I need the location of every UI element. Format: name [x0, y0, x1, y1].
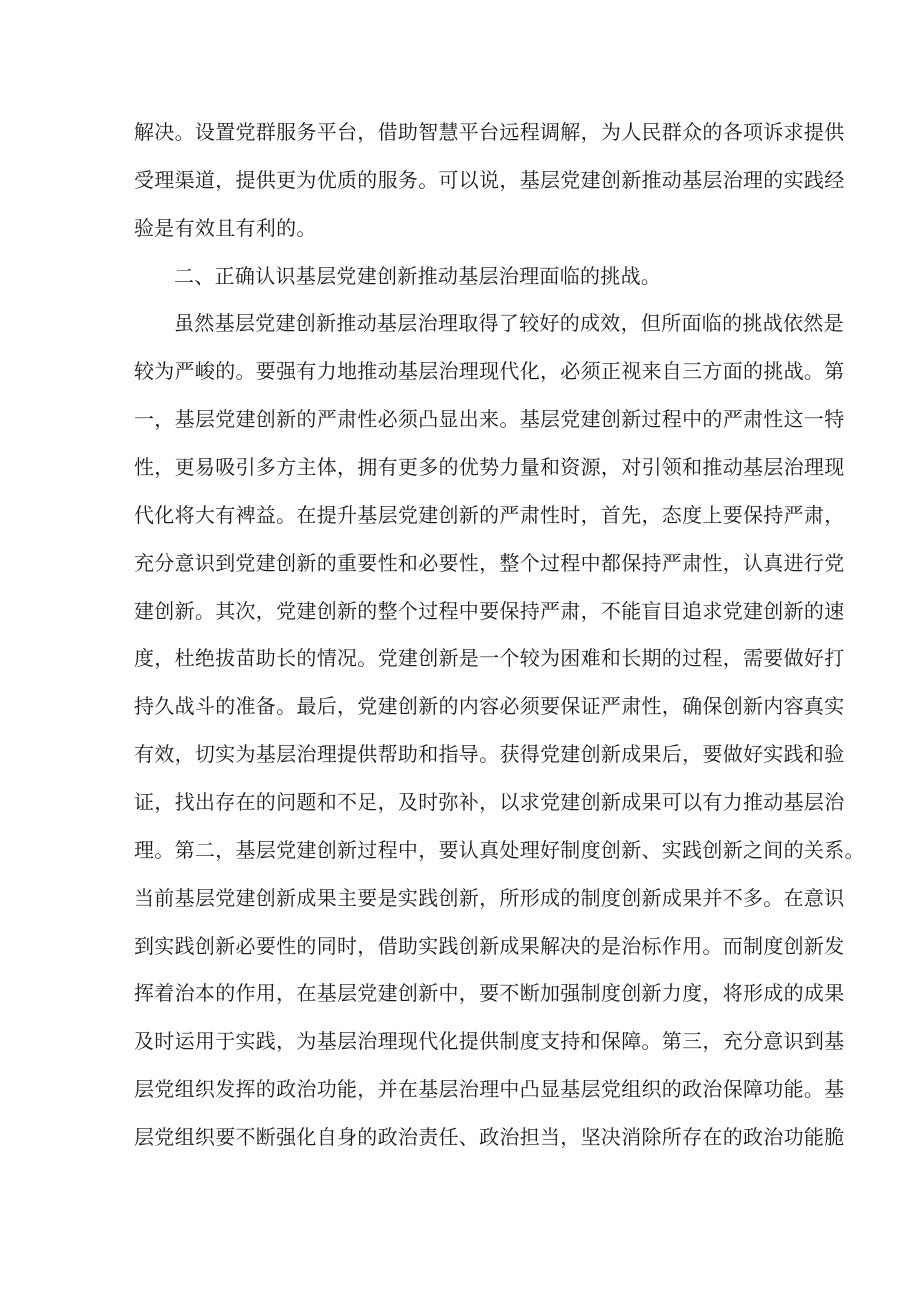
text-line: 受理渠道，提供更为优质的服务。可以说，基层党建创新推动基层治理的实践经: [134, 168, 845, 192]
text-line: 证，找出存在的问题和不足，及时弥补，以求党建创新成果可以有力推动基层治: [134, 790, 845, 814]
text-line: 挥着治本的作用，在基层党建创新中，要不断加强制度创新力度，将形成的成果: [134, 981, 845, 1005]
text-line: 层党组织发挥的政治功能，并在基层治理中凸显基层党组织的政治保障功能。基: [134, 1077, 845, 1101]
text-line: 层党组织要不断强化自身的政治责任、政治担当，坚决消除所存在的政治功能脆: [134, 1125, 845, 1149]
text-line: 性，更易吸引多方主体，拥有更多的优势力量和资源，对引领和推动基层治理现: [134, 455, 845, 479]
text-line: 虽然基层党建创新推动基层治理取得了较好的成效，但所面临的挑战依然是: [174, 311, 844, 335]
section-heading: 二、正确认识基层党建创新推动基层治理面临的挑战。: [174, 264, 662, 288]
text-line: 及时运用于实践，为基层治理现代化提供制度支持和保障。第三，充分意识到基: [134, 1029, 845, 1053]
text-line: 充分意识到党建创新的重要性和必要性，整个过程中都保持严肃性，认真进行党: [134, 551, 845, 575]
text-line: 代化将大有裨益。在提升基层党建创新的严肃性时，首先，态度上要保持严肃，: [134, 503, 845, 527]
text-line: 当前基层党建创新成果主要是实践创新，所形成的制度创新成果并不多。在意识: [134, 886, 845, 910]
text-line: 持久战斗的准备。最后，党建创新的内容必须要保证严肃性，确保创新内容真实: [134, 694, 845, 718]
text-line: 建创新。其次，党建创新的整个过程中要保持严肃，不能盲目追求党建创新的速: [134, 599, 845, 623]
text-line: 验是有效且有利的。: [134, 216, 317, 240]
text-line: 一，基层党建创新的严肃性必须凸显出来。基层党建创新过程中的严肃性这一特: [134, 407, 845, 431]
text-line: 度，杜绝拔苗助长的情况。党建创新是一个较为困难和长期的过程，需要做好打: [134, 646, 845, 670]
text-line: 较为严峻的。要强有力地推动基层治理现代化，必须正视来自三方面的挑战。第: [134, 359, 845, 383]
text-line: 到实践创新必要性的同时，借助实践创新成果解决的是治标作用。而制度创新发: [134, 934, 845, 958]
text-line: 有效，切实为基层治理提供帮助和指导。获得党建创新成果后，要做好实践和验: [134, 742, 845, 766]
text-line: 理。第二，基层党建创新过程中，要认真处理好制度创新、实践创新之间的关系。: [134, 838, 865, 862]
text-line: 解决。设置党群服务平台，借助智慧平台远程调解，为人民群众的各项诉求提供: [134, 120, 845, 144]
